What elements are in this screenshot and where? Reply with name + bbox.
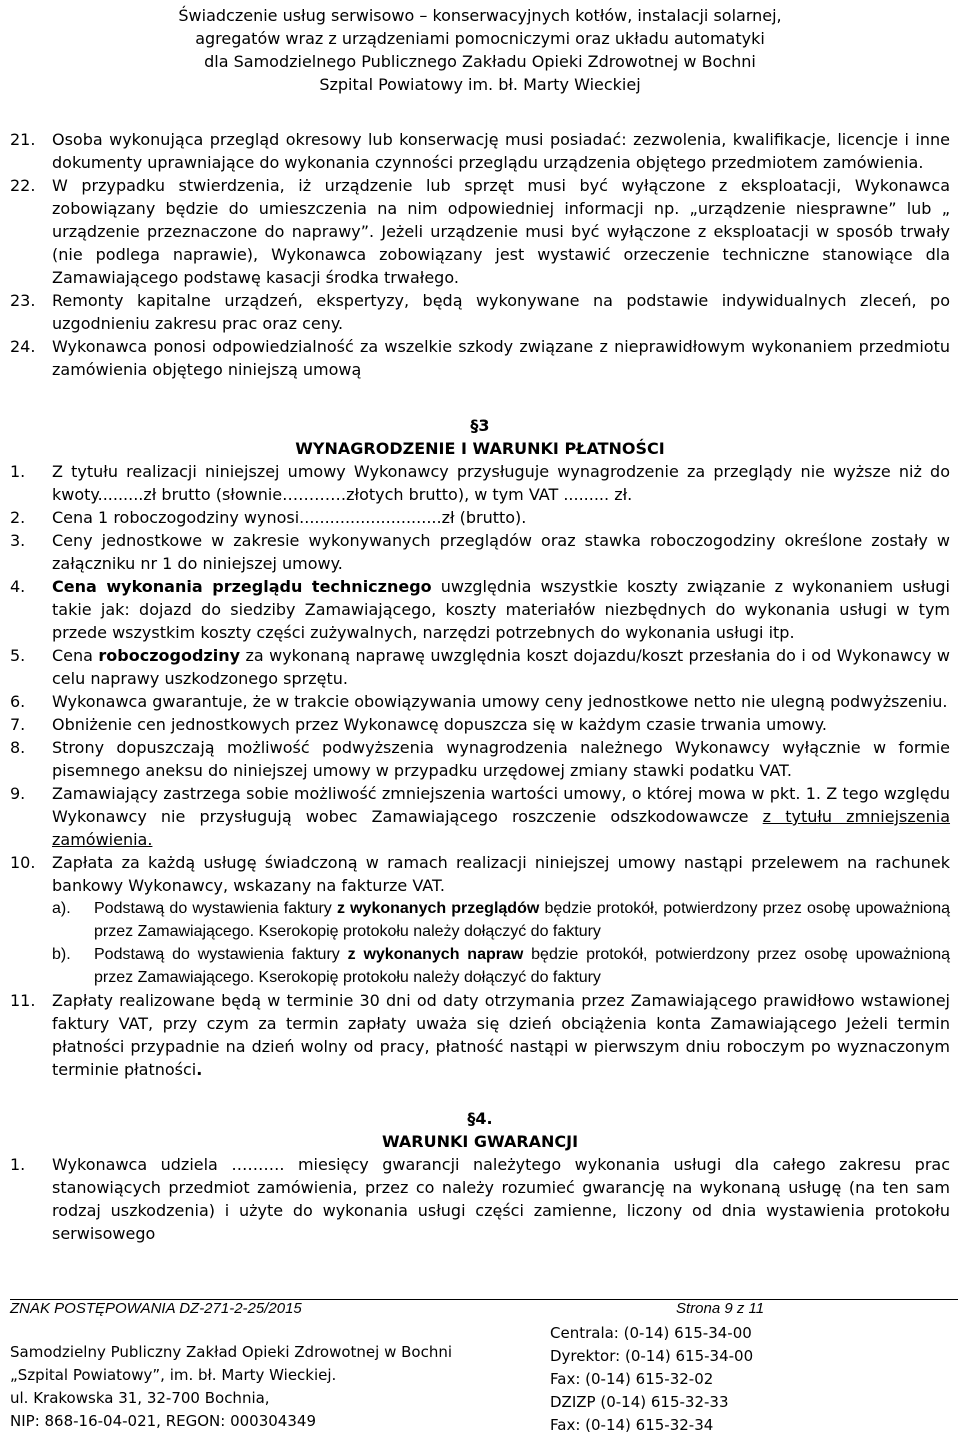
item-text-pre: Cena xyxy=(52,646,93,665)
case-number: ZNAK POSTĘPOWANIA DZ-271-2-25/2015 xyxy=(10,1300,302,1317)
header-line: agregatów wraz z urządzeniami pomocniczymi oraz układu automatyki xyxy=(195,29,765,48)
list-item xyxy=(10,713,950,736)
item-text: Ceny jednostkowe w zakresie wykonywanych przeglądów oraz stawka roboczogodziny określone zostały w załączniku nr 1 do niniejszej umowy. xyxy=(52,531,950,573)
item-number: 3. xyxy=(10,531,26,550)
item-number: 2. xyxy=(10,508,26,527)
footer-line: ul. Krakowska 31, 32-700 Bochnia, xyxy=(10,1389,270,1407)
item-text: Remonty kapitalne urządzeń, ekspertyzy, będą wykonywane na podstawie indywidualnych zleceń, po uzgodnieniu zakresu prac oraz ceny. xyxy=(52,291,950,333)
item-number: 8. xyxy=(10,738,26,757)
list-item xyxy=(10,460,950,506)
list-item xyxy=(10,782,950,851)
spacer xyxy=(10,1081,950,1107)
item-text: Z tytułu realizacji niniejszej umowy Wykonawcy przysługuje wynagrodzenie za przeglądy nie wyższe niż do kwoty.........zł brutto (słownie…………złotych brutto), w tym VAT ......... zł. xyxy=(52,462,950,504)
list-item xyxy=(10,736,950,782)
item-text: Zapłata za każdą usługę świadczoną w ramach realizacji niniejszej umowy nastąpi przelewem na rachunek bankowy Wykonawcy, wskazany na fakturze VAT. xyxy=(52,853,950,895)
header-line: dla Samodzielnego Publicznego Zakładu Opieki Zdrowotnej w Bochni xyxy=(204,52,756,71)
list-item xyxy=(10,989,950,1081)
sub-item-bold-text: z wykonanych napraw xyxy=(347,946,524,963)
footer-contacts xyxy=(550,1322,753,1437)
section-number: §3 xyxy=(470,416,490,435)
sub-item xyxy=(52,943,950,989)
header-line: Świadczenie usług serwisowo – konserwacyjnych kotłów, instalacji solarnej, xyxy=(178,6,782,25)
item-number: 1. xyxy=(10,1155,26,1174)
footer-line: Samodzielny Publiczny Zakład Opieki Zdrowotnej w Bochni xyxy=(10,1343,453,1361)
page-number: Strona 9 z 11 xyxy=(676,1300,765,1317)
list-item xyxy=(10,506,950,529)
footer-line: „Szpital Powiatowy”, im. bł. Marty Wieckiej. xyxy=(10,1366,337,1384)
footer-line: Centrala: (0-14) 615-34-00 xyxy=(550,1324,752,1342)
item-text: Osoba wykonująca przegląd okresowy lub konserwację musi posiadać: zezwolenia, kwalifikacje, licencje i inne dokumenty uprawniające do wykonania czynności przeglądu urządzenia objętego przedmiotem zamówienia. xyxy=(52,130,950,172)
item-number: 9. xyxy=(10,784,26,803)
item-bold-tail: . xyxy=(196,1060,203,1079)
footer-line: DZIZP (0-14) 615-32-33 xyxy=(550,1393,729,1411)
list-item xyxy=(10,174,950,289)
item-bold-text: roboczogodziny xyxy=(98,646,241,665)
item-number: 11. xyxy=(10,991,36,1010)
sub-item-number: a). xyxy=(52,900,71,917)
list-item xyxy=(10,529,950,575)
sub-item-text-post: będzie protokół, potwierdzony przez osobę upoważnioną przez Zamawiającego. Kserokopię protokołu należy dołączyć do faktury xyxy=(94,946,951,986)
item-text: Wykonawca udziela ………. miesięcy gwarancji należytego wykonania usługi dla całego zakresu prac stanowiących przedmiot zamówienia, przez co należy rozumieć gwarancję na wykonaną usługę (na ten sam rodzaj uszkodzenia) i użyte do wykonania usługi części zamienne, liczony od dnia wystawienia protokołu serwisowego xyxy=(52,1155,950,1243)
section-number: §4. xyxy=(467,1109,493,1128)
item-text: Zapłaty realizowane będą w terminie 30 dni od daty otrzymania przez Zamawiającego prawidłowo wstawionej faktury VAT, przy czym za termin zapłaty uważa się dzień obciążenia konta Zamawiającego Jeżeli termin płatności przypadnie na dzień wolny od pracy, płatność nastąpi w pierwszym dniu roboczym po wyznaczonym terminie płatności xyxy=(52,991,950,1079)
sub-item xyxy=(52,897,950,943)
footer-address xyxy=(10,1341,452,1433)
item-number: 6. xyxy=(10,692,26,711)
item-number: 10. xyxy=(10,853,36,872)
item-underlined-text: z tytułu zmniejszenia zamówienia. xyxy=(52,807,951,849)
list-item xyxy=(10,335,950,381)
spacer xyxy=(10,381,950,414)
sub-item-bold-text: z wykonanych przeglądów xyxy=(336,900,540,917)
section-title: WYNAGRODZENIE I WARUNKI PŁATNOŚCI xyxy=(295,439,665,458)
item-text: uwzględnia wszystkie koszty związanie z wykonaniem usługi takie jak: dojazd do siedziby Zamawiającego, koszty materiałów niezbędnych do wykonania usługi w tym przede wszystkim koszty części zużywalnych, narzędzi potrzebnych do wykonania usługi itp. xyxy=(52,577,950,642)
list-item xyxy=(10,1153,950,1245)
list-item xyxy=(10,575,950,644)
item-text: W przypadku stwierdzenia, iż urządzenie lub sprzęt musi być wyłączone z eksploatacji, Wykonawca zobowiązany będzie do umieszczenia na nim odpowiedniej informacji np. „urządzenie niesprawne” lub „ urządzenie przeznaczone do naprawy”. Jeżeli urządzenie musi być wyłączone z eksploatacji w sposób trwały (nie podlega naprawie), Wykonawca zobowiązany jest wystawić orzeczenie techniczne stanowiące dla Zamawiającego podstawę kasacji środka trwałego. xyxy=(52,176,950,287)
item-number: 21. xyxy=(10,130,36,149)
item-text: Obniżenie cen jednostkowych przez Wykonawcę dopuszcza się w każdym czasie trwania umowy. xyxy=(52,715,827,734)
item-text: Zamawiający zastrzega sobie możliwość zmniejszenia wartości umowy, o której mowa w pkt. 1. Z tego względu Wykonawcy nie przysługują wobec Zamawiającego roszczenie odszkodowawcze xyxy=(52,784,950,826)
document-body xyxy=(10,128,950,1245)
item-number: 24. xyxy=(10,337,36,356)
item-number: 22. xyxy=(10,176,36,195)
item-text: Wykonawca ponosi odpowiedzialność za wszelkie szkody związane z nieprawidłowym wykonaniem przedmiotu zamówienia objętego niniejszą umową xyxy=(52,337,950,379)
item-number: 5. xyxy=(10,646,26,665)
item-number: 23. xyxy=(10,291,36,310)
list-item xyxy=(10,289,950,335)
footer-line: Fax: (0-14) 615-32-02 xyxy=(550,1370,714,1388)
item-bold-text: Cena wykonania przeglądu technicznego xyxy=(52,577,432,596)
item-text: Wykonawca gwarantuje, że w trakcie obowiązywania umowy ceny jednostkowe netto nie ulegną podwyższeniu. xyxy=(52,692,948,711)
section-title: WARUNKI GWARANCJI xyxy=(381,1132,579,1151)
sub-item-text-post: będzie protokół, potwierdzony przez osobę upoważnioną przez Zamawiającego. Kserokopię protokołu należy dołączyć do faktury xyxy=(94,900,951,940)
footer-line: Dyrektor: (0-14) 615-34-00 xyxy=(550,1347,754,1365)
document-header xyxy=(0,4,960,96)
sub-item-text-pre: Podstawą do wystawienia faktury xyxy=(94,900,332,917)
sub-item-text-pre: Podstawą do wystawienia faktury xyxy=(94,946,340,963)
list-item xyxy=(10,690,950,713)
sub-item-number: b). xyxy=(52,946,71,963)
footer-line: Fax: (0-14) 615-32-34 xyxy=(550,1416,714,1434)
item-number: 4. xyxy=(10,577,26,596)
footer-line: NIP: 868-16-04-021, REGON: 000304349 xyxy=(10,1412,316,1430)
item-number: 7. xyxy=(10,715,26,734)
item-text: Strony dopuszczają możliwość podwyższenia wynagrodzenia należnego Wykonawcy wyłącznie w formie pisemnego aneksu do niniejszej umowy w przypadku urzędowej zmiany stawki podatku VAT. xyxy=(52,738,950,780)
header-line: Szpital Powiatowy im. bł. Marty Wieckiej xyxy=(319,75,641,94)
item-number: 1. xyxy=(10,462,26,481)
list-item xyxy=(10,644,950,690)
list-item xyxy=(10,128,950,174)
item-text: za wykonaną naprawę uwzględnia koszt dojazdu/koszt przesłania do i od Wykonawcy w celu naprawy uszkodzonego sprzętu. xyxy=(52,646,950,688)
list-item xyxy=(10,851,950,989)
item-text: Cena 1 roboczogodziny wynosi............................zł (brutto). xyxy=(52,508,527,527)
